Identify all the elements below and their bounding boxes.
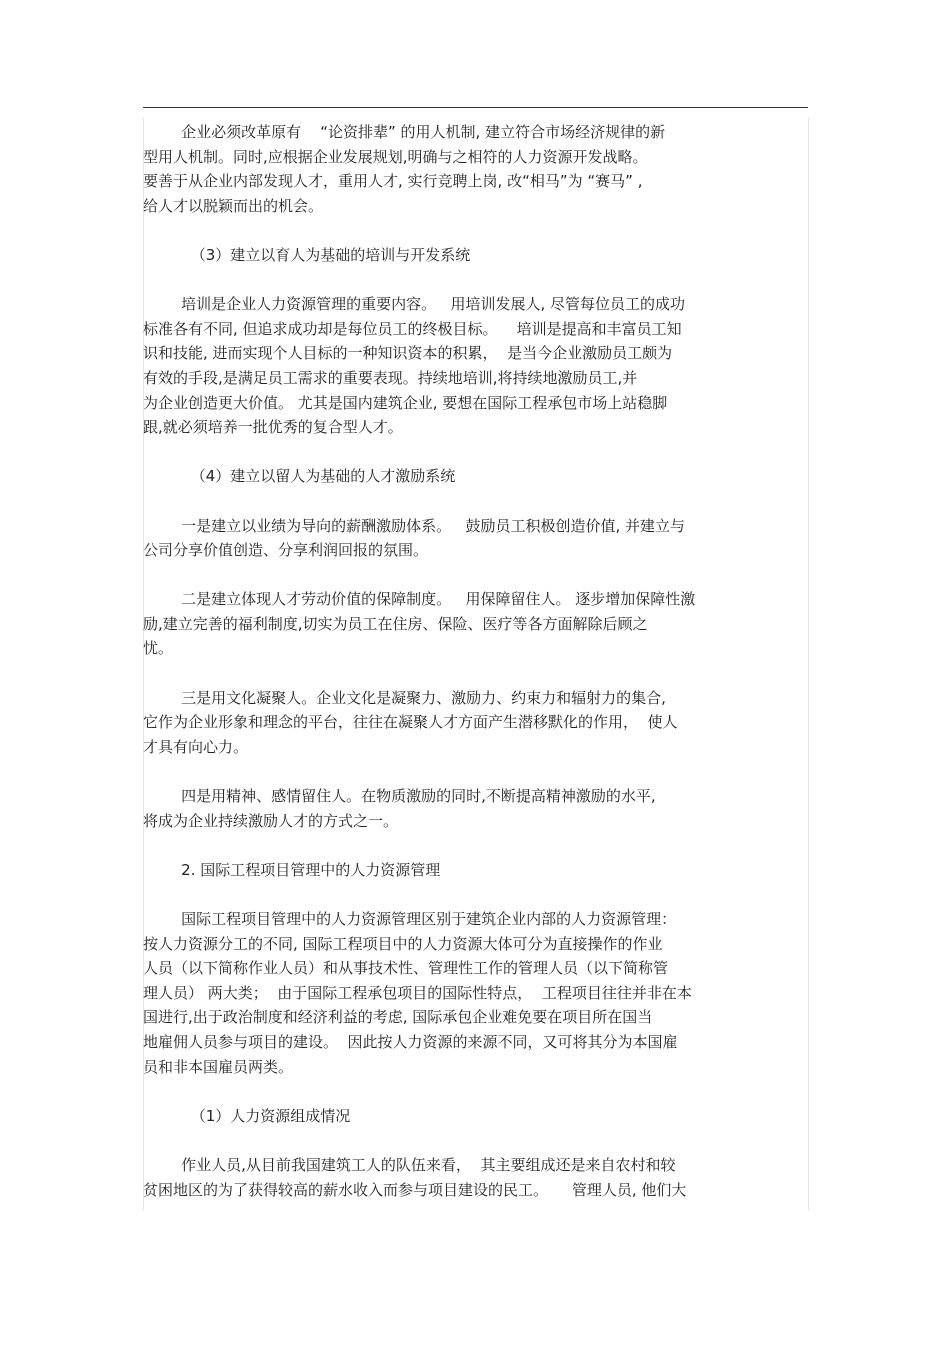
text-line: 为企业创造更大价值。 尤其是国内建筑企业, 要想在国际工程承包市场上站稳脚 [143,393,668,412]
paragraph-security [143,587,798,661]
text-line: 贫困地区的为了获得较高的薪水收入而参与项目建设的民工。 管理人员, 他们大 [143,1180,687,1199]
section-heading-training: （3）建立以育人为基础的培训与开发系统 [143,245,471,264]
text-line: 励,建立完善的福利制度,切实为员工在住房、保险、医疗等各方面解除后顾之 [143,614,648,633]
paragraph-training [143,292,798,440]
text-line: 识和技能, 进而实现个人目标的一种知识资本的积累， 是当今企业激励员工颇为 [143,344,673,363]
text-line: 按人力资源分工的不同, 国际工程项目中的人力资源大体可分为直接操作的作业 [143,934,663,953]
text-line: 国际工程项目管理中的人力资源管理区别于建筑企业内部的人力资源管理： [143,910,677,928]
text-line: 企业必须改革原有 “论资排辈” 的用人机制, 建立符合市场经济规律的新 [143,123,666,141]
text-line: 理人员） 两大类； 由于国际工程承包项目的国际性特点， 工程项目往往并非在本 [143,983,692,1002]
document-body [143,120,798,1202]
text-line: 要善于从企业内部发现人才，重用人才, 实行竞聘上岗, 改“相马”为 “赛马” , [143,172,643,191]
text-line: 培训是企业人力资源管理的重要内容。 用培训发展人, 尽管每位员工的成功 [143,295,685,314]
header-rule [143,107,808,108]
paragraph-culture [143,686,798,760]
text-line: 标准各有不同, 但追求成功却是每位员工的终极目标。 培训是提高和丰富员工知 [143,319,682,338]
text-line: 给人才以脱颖而出的机会。 [143,196,324,215]
text-line: 四是用精神、感情留住人。在物质激励的同时,不断提高精神激励的水平, [143,787,656,806]
text-line: 作业人员,从目前我国建筑工人的队伍来看， 其主要组成还是来自农村和较 [143,1155,676,1174]
text-line: 公司分享价值创造、分享利润回报的氛围。 [143,541,429,560]
text-line: 一是建立以业绩为导向的薪酬激励体系。 鼓励员工积极创造价值, 并建立与 [143,516,685,535]
text-line: 型用人机制。同时,应根据企业发展规划,明确与之相符的人力资源开发战略。 [143,147,648,166]
text-line: 国进行,出于政治制度和经济利益的考虑, 国际承包企业难免要在项目所在国当 [143,1008,653,1027]
text-line: 二是建立体现人才劳动价值的保障制度。 用保障留住人。 逐步增加保障性激 [143,590,696,609]
text-line: 地雇佣人员参与项目的建设。 因此按人力资源的来源不同，又可将其分为本国雇 [143,1032,678,1051]
text-line: 跟,就必须培养一批优秀的复合型人才。 [143,418,403,437]
section-heading-incentive: （4）建立以留人为基础的人才激励系统 [143,467,456,486]
paragraph-composition [143,1153,798,1202]
text-line: 人员（以下简称作业人员）和从事技术性、管理性工作的管理人员（以下简称管 [143,959,669,978]
text-line: 将成为企业持续激励人才的方式之一。 [143,811,399,830]
paragraph-international-hr [143,907,798,1079]
text-line: 它作为企业形象和理念的平台，往往在凝聚人才方面产生潜移默化的作用， 使人 [143,713,678,732]
text-line: 三是用文化凝聚人。企业文化是凝聚力、激励力、约束力和辐射力的集合, [143,688,666,707]
text-line: 有效的手段,是满足员工需求的重要表现。持续地培训,将持续地激励员工,并 [143,368,638,387]
section-heading-composition: （1）人力资源组成情况 [143,1106,351,1125]
section-heading-international-hr: 2. 国际工程项目管理中的人力资源管理 [143,860,441,879]
paragraph-reform [143,120,798,218]
paragraph-spirit [143,784,798,833]
paragraph-salary [143,514,798,563]
text-line: 员和非本国雇员两类。 [143,1057,294,1076]
text-line: 忧。 [143,639,174,658]
text-line: 才具有向心力。 [143,737,249,756]
